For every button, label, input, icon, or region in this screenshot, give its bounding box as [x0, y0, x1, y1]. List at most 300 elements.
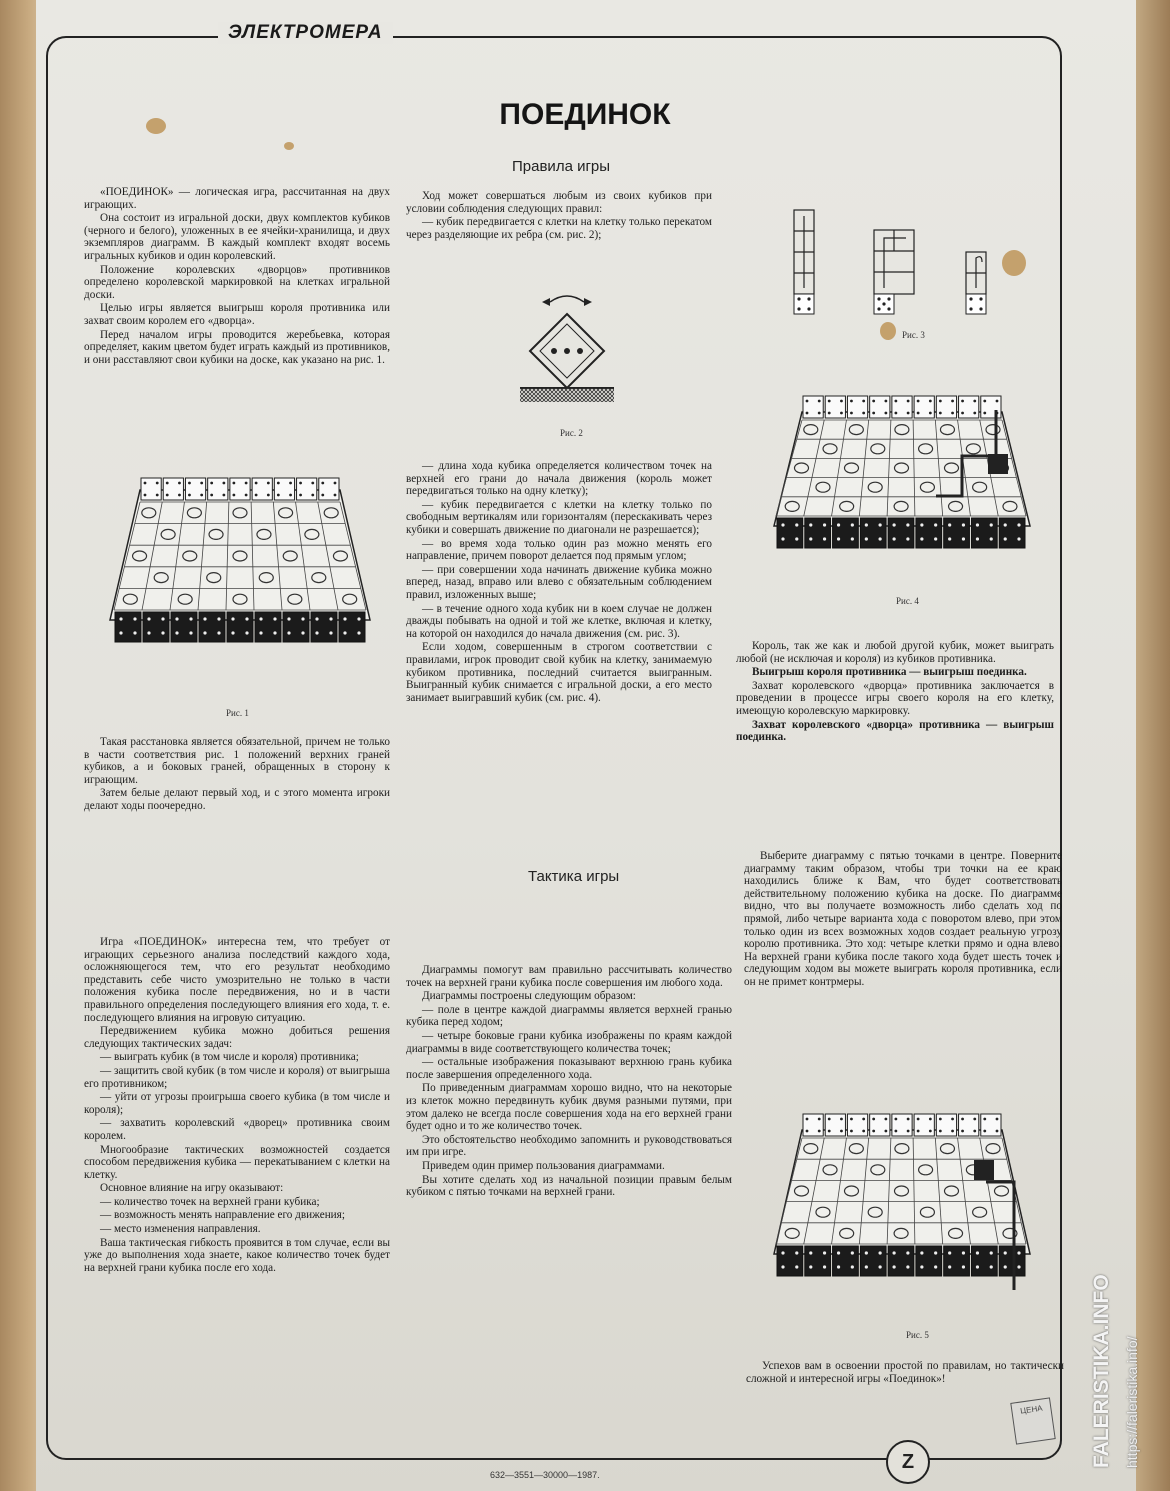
paragraph: Положение королевских «дворцов» противников определено королевской маркировкой на клетках игральной доски.: [84, 263, 390, 301]
die-pip: [267, 482, 270, 485]
die-pip: [893, 1265, 896, 1268]
black-die: [805, 518, 831, 548]
die-pip: [884, 400, 887, 403]
white-die: [185, 478, 205, 500]
black-die: [777, 518, 803, 548]
paragraph: Если ходом, совершенным в строгом соответствии с правилами, игрок проводит свой кубик на клетку, занимаемую кубиком противника, последний считается выигранным. Выигранный кубик снимается с игральной доски, а его место занимает выигравший кубик (см. рис. 4).: [406, 641, 712, 704]
die-pip: [879, 1265, 882, 1268]
die-pip: [879, 523, 882, 526]
die-pip: [357, 631, 360, 634]
die-pip: [996, 1118, 999, 1121]
die-pip: [851, 537, 854, 540]
die-pip: [920, 1251, 923, 1254]
paragraph: Игра «ПОЕДИНОК» интересна тем, что требует от играющих серьезного анализа последствий каждого хода, осложняющегося тем, что его результат необходимо представить себе чисто умозрительно не только в части положения кубика после передвижения, но и в части правильного определения последующего влияния его хода, т. е. последующего влияния на игровую ситуацию.: [84, 936, 390, 1024]
die-pip: [894, 1118, 897, 1121]
white-die: [803, 1114, 823, 1136]
die-pip: [920, 523, 923, 526]
paragraph: — защитить свой кубик (в том числе и короля) от выигрыша его противником;: [84, 1064, 390, 1090]
die-pip: [178, 494, 181, 497]
die-pip: [951, 412, 954, 415]
figure-5-caption: Рис. 5: [906, 1330, 929, 1340]
die-pip: [828, 412, 831, 415]
die-pip: [850, 400, 853, 403]
die-pip: [231, 617, 234, 620]
figure-1-board: [100, 470, 380, 670]
die-pip: [872, 1118, 875, 1121]
paragraph: — количество точек на верхней грани кубика;: [100, 1195, 320, 1208]
black-die: [999, 1246, 1025, 1276]
white-die: [297, 478, 317, 500]
paragraph: Она состоит из игральной доски, двух комплектов кубиков (черного и белого), уложенных в ее ячейки-хранилища, и двух экземпляров диаграмм. В каждый комплект входят восемь игральных кубиков и один королевский.: [84, 212, 390, 262]
die-pip: [200, 482, 203, 485]
die-pip: [862, 1130, 865, 1133]
die-pip: [217, 631, 220, 634]
die-pip: [850, 1118, 853, 1121]
die-pip: [1004, 1265, 1007, 1268]
die-pip: [259, 617, 262, 620]
die-pip: [334, 494, 337, 497]
black-die: [888, 1246, 914, 1276]
die-pip: [906, 1265, 909, 1268]
die-pip: [996, 1130, 999, 1133]
paragraph: — четыре боковые грани кубика изображены по краям каждой диаграммы в виде соответствующего количества точек;: [406, 1029, 732, 1055]
die-pip: [178, 482, 181, 485]
figure-3-caption: Рис. 3: [902, 330, 925, 340]
closing-text: [746, 1360, 1064, 1386]
die-pip: [840, 400, 843, 403]
die-pip: [231, 631, 234, 634]
white-die: [981, 1114, 1001, 1136]
die-pip: [818, 412, 821, 415]
paragraph: Выберите диаграмму с пятью точками в центре. Поверните диаграмму таким образом, чтобы три точки на ее краю находились ближе к Вам, что будет соответствовать действительному положению кубика на доске. По диаграмме видно, что вы получаете возможность либо сделать ход по прямой, либо четыре варианта хода с поворотом влево, при этом только один из всех возможных ходов создает реальную угрозу королю противника. Это ход: четыре клетки прямо и одна влево. На верхней грани кубика после такого хода будет шесть точек и следующим ходом вы можете выиграть короля противника, если он не примет контрмеры.: [744, 850, 1062, 988]
die-pip: [343, 617, 346, 620]
die-pip: [962, 1251, 965, 1254]
die-pip: [203, 617, 206, 620]
die-pip: [259, 631, 262, 634]
die-pip: [301, 631, 304, 634]
die-pip: [973, 400, 976, 403]
black-die: [283, 612, 309, 642]
white-die: [274, 478, 294, 500]
die-pip: [299, 494, 302, 497]
die-pip: [872, 400, 875, 403]
die-pip: [161, 617, 164, 620]
die-pip: [795, 537, 798, 540]
column-2-top: [406, 190, 712, 242]
die-pip: [289, 482, 292, 485]
white-die: [981, 396, 1001, 418]
die-pip: [189, 631, 192, 634]
die-pip: [828, 1130, 831, 1133]
die-pip: [321, 494, 324, 497]
die-pip: [287, 617, 290, 620]
die-pip: [948, 1251, 951, 1254]
die-pip: [806, 400, 809, 403]
paragraph: — остальные изображения показывают верхнюю грань кубика после завершения определенного хода.: [406, 1056, 732, 1081]
die-pip: [210, 482, 213, 485]
black-die: [916, 518, 942, 548]
die-pip: [144, 494, 147, 497]
die-pip: [906, 523, 909, 526]
black-die: [888, 518, 914, 548]
die-pip: [884, 1118, 887, 1121]
white-die: [803, 396, 823, 418]
die-pip: [976, 523, 979, 526]
die-pip: [357, 617, 360, 620]
paragraph: Ход может совершаться любым из своих кубиков при условии соблюдения следующих правил:: [406, 190, 712, 215]
die-pip: [329, 617, 332, 620]
die-pip: [166, 482, 169, 485]
black-die: [916, 1246, 942, 1276]
die-pip: [907, 1130, 910, 1133]
paragraph: Затем белые делают первый ход, и с этого момента игроки делают ходы поочередно.: [84, 787, 390, 812]
black-die: [777, 1246, 803, 1276]
die-pip: [795, 523, 798, 526]
die-pip: [865, 523, 868, 526]
die-pip: [343, 631, 346, 634]
die-pip: [850, 412, 853, 415]
paragraph: — длина хода кубика определяется количеством точек на верхней его грани до начала движения (король может передвигаться только на одну клетку);: [406, 460, 712, 498]
die-pip: [315, 617, 318, 620]
die-pip: [934, 523, 937, 526]
die-pip: [939, 400, 942, 403]
white-die: [959, 1114, 979, 1136]
paragraph: Это обстоятельство необходимо запомнить и руководствоваться им при игре.: [406, 1133, 732, 1159]
die-pip: [851, 523, 854, 526]
die-pip: [948, 1265, 951, 1268]
die-pip: [311, 494, 314, 497]
die-pip: [837, 537, 840, 540]
black-die: [805, 1246, 831, 1276]
column-2-bottom: [406, 964, 732, 1200]
die-pip: [232, 482, 235, 485]
die-pip: [976, 1251, 979, 1254]
paragraph: Выигрыш короля противника — выигрыш поединка.: [752, 666, 1027, 679]
die-pip: [119, 617, 122, 620]
black-die: [860, 1246, 886, 1276]
die-pip: [222, 494, 225, 497]
die-pip: [823, 537, 826, 540]
die-pip: [851, 1265, 854, 1268]
die-pip: [837, 523, 840, 526]
black-die: [944, 1246, 970, 1276]
die-pip: [806, 412, 809, 415]
closing-paragraph: Успехов вам в освоении простой по правилам, но тактически сложной и интересной игры «Поединок»!: [746, 1360, 1064, 1385]
die-pip: [990, 1251, 993, 1254]
die-pip: [147, 631, 150, 634]
die-pip: [188, 482, 191, 485]
die-pip: [273, 617, 276, 620]
die-pip: [828, 1118, 831, 1121]
paragraph: Захват королевского «дворца» противника заключается в проведении в процессе игры своего короля на его клетку, имеющую королевскую маркировку.: [736, 679, 1054, 717]
die-pip: [175, 631, 178, 634]
die-pip: [840, 1130, 843, 1133]
die-pip: [983, 1118, 986, 1121]
die-pip: [1004, 1251, 1007, 1254]
price-stamp: ЦЕНА: [1010, 1397, 1055, 1444]
die-pip: [245, 631, 248, 634]
die-pip: [976, 1265, 979, 1268]
die-pip: [990, 1265, 993, 1268]
rules-heading: Правила игры: [512, 158, 611, 175]
paragraph: Ваша тактическая гибкость проявится в том случае, если вы уже до выполнения хода знаете, какое количество точек будет на верхней грани кубика после его хода.: [84, 1236, 390, 1274]
die-pip: [217, 617, 220, 620]
die-pip: [277, 494, 280, 497]
black-die: [860, 518, 886, 548]
die-pip: [920, 1265, 923, 1268]
die-pip: [893, 523, 896, 526]
paragraph: — уйти от угрозы проигрыша своего кубика (в том числе и короля);: [84, 1091, 390, 1116]
die-pip: [267, 494, 270, 497]
paragraph: — поле в центре каждой диаграммы является верхней гранью кубика перед ходом;: [406, 1003, 732, 1029]
die-pip: [818, 400, 821, 403]
die-pip: [996, 400, 999, 403]
column-1-top: [84, 186, 390, 367]
die-pip: [884, 1130, 887, 1133]
die-pip: [929, 400, 932, 403]
die-pip: [147, 617, 150, 620]
die-pip: [828, 400, 831, 403]
die-pip: [894, 400, 897, 403]
black-die: [171, 612, 197, 642]
paragraph: — при совершении хода начинать движение кубика можно вперед, назад, вправо или влево с обязательным соблюдением правил, изложенных выше;: [406, 563, 712, 601]
white-die: [825, 1114, 845, 1136]
die-pip: [879, 1251, 882, 1254]
die-pip: [806, 1118, 809, 1121]
die-pip: [962, 537, 965, 540]
white-die: [870, 1114, 890, 1136]
black-die: [999, 518, 1025, 548]
die-pip: [934, 1265, 937, 1268]
die-pip: [781, 1265, 784, 1268]
die-pip: [245, 617, 248, 620]
die-pip: [990, 523, 993, 526]
black-die: [971, 1246, 997, 1276]
die-pip: [806, 1130, 809, 1133]
black-die: [833, 518, 859, 548]
watermark-url: https://faleristika.info/: [1124, 1336, 1140, 1468]
paragraph: Король, так же как и любой другой кубик, может выиграть любой (не исключая и короля) из кубиков противника.: [736, 640, 1054, 665]
black-die: [944, 518, 970, 548]
die-pip: [200, 494, 203, 497]
paragraph: Захват королевского «дворца» противника — выигрыш поединка.: [736, 718, 1054, 744]
die-pip: [232, 494, 235, 497]
die-pip: [203, 631, 206, 634]
die-pip: [948, 537, 951, 540]
die-pip: [823, 523, 826, 526]
die-pip: [917, 412, 920, 415]
die-pip: [823, 1265, 826, 1268]
white-die: [847, 396, 867, 418]
die-pip: [862, 412, 865, 415]
die-pip: [939, 1118, 942, 1121]
white-die: [936, 396, 956, 418]
die-pip: [809, 1251, 812, 1254]
die-pip: [917, 400, 920, 403]
die-pip: [862, 400, 865, 403]
die-pip: [161, 631, 164, 634]
die-pip: [961, 1118, 964, 1121]
die-pip: [166, 494, 169, 497]
column-3-bottom: [744, 850, 1062, 990]
die-pip: [818, 1118, 821, 1121]
die-pip: [962, 1265, 965, 1268]
die-pip: [781, 523, 784, 526]
die-pip: [983, 1130, 986, 1133]
white-die: [230, 478, 250, 500]
figure-4-board: [766, 376, 1036, 576]
die-pip: [894, 412, 897, 415]
die-pip: [973, 412, 976, 415]
die-pip: [1004, 523, 1007, 526]
white-die: [252, 478, 272, 500]
die-pip: [906, 537, 909, 540]
die-pip: [884, 412, 887, 415]
black-die: [833, 1246, 859, 1276]
die-pip: [133, 631, 136, 634]
paragraph: — место изменения направления.: [100, 1223, 261, 1236]
die-pip: [893, 537, 896, 540]
white-die: [847, 1114, 867, 1136]
die-pip: [837, 1251, 840, 1254]
column-1-middle: [84, 736, 390, 814]
die-pip: [329, 631, 332, 634]
paragraph: «ПОЕДИНОК» — логическая игра, рассчитанная на двух играющих.: [84, 186, 390, 211]
die-pip: [893, 1251, 896, 1254]
black-die: [143, 612, 169, 642]
die-pip: [907, 1118, 910, 1121]
die-pip: [255, 482, 258, 485]
die-pip: [929, 412, 932, 415]
die-pip: [144, 482, 147, 485]
column-2-middle: [406, 460, 712, 705]
die-pip: [929, 1118, 932, 1121]
paragraph: Вы хотите сделать ход из начальной позиции правым белым кубиком с пятью точками на верхней грани.: [406, 1173, 732, 1199]
white-die: [914, 1114, 934, 1136]
die-pip: [277, 482, 280, 485]
black-die: [311, 612, 337, 642]
black-die: [227, 612, 253, 642]
paragraph: — в течение одного хода кубик ни в коем случае не должен дважды побывать на одной и той же клетке, включая и клетку, на которой он находился до начала движения (см. рис. 3).: [406, 602, 712, 640]
site-watermark: [1090, 1168, 1140, 1468]
die-pip: [795, 1251, 798, 1254]
die-pip: [920, 537, 923, 540]
die-pip: [862, 1118, 865, 1121]
black-die: [339, 612, 365, 642]
die-pip: [255, 494, 258, 497]
die-pip: [840, 1118, 843, 1121]
die-pip: [156, 494, 159, 497]
paragraph: Многообразие тактических возможностей создается способом передвижения кубика — перекатыванием с клетки на клетку.: [84, 1143, 390, 1181]
die-pip: [334, 482, 337, 485]
die-pip: [289, 494, 292, 497]
die-pip: [301, 617, 304, 620]
die-pip: [287, 631, 290, 634]
watermark-site-name: FALERISTIKA.INFO: [1090, 1274, 1113, 1468]
white-die: [141, 478, 161, 500]
white-die: [892, 1114, 912, 1136]
die-pip: [976, 537, 979, 540]
wooden-frame-right: [1130, 0, 1170, 1491]
die-pip: [907, 400, 910, 403]
print-code: 632—3551—30000—1987.: [490, 1470, 600, 1480]
die-pip: [894, 1130, 897, 1133]
die-pip: [188, 494, 191, 497]
die-pip: [156, 482, 159, 485]
page-title: ПОЕДИНОК: [499, 98, 671, 131]
black-die: [115, 612, 141, 642]
die-pip: [1017, 1265, 1020, 1268]
die-pip: [939, 412, 942, 415]
column-1-bottom: [84, 936, 390, 1275]
paragraph: — возможность менять направление его движения;: [100, 1209, 345, 1222]
paragraph: Приведем один пример пользования диаграммами.: [422, 1159, 665, 1172]
paragraph: Диаграммы помогут вам правильно рассчитывать количество точек на верхней грани кубика после совершения им любого хода.: [406, 964, 732, 989]
die-pip: [983, 400, 986, 403]
figure-5-board: [766, 1094, 1036, 1308]
die-pip: [961, 412, 964, 415]
die-pip: [1017, 1251, 1020, 1254]
white-die: [208, 478, 228, 500]
die-pip: [929, 1130, 932, 1133]
paragraph: — захватить королевский «дворец» противника своим королем.: [84, 1117, 390, 1142]
die-pip: [210, 494, 213, 497]
white-die: [936, 1114, 956, 1136]
black-die: [199, 612, 225, 642]
die-pip: [818, 1130, 821, 1133]
die-pip: [795, 1265, 798, 1268]
die-pip: [133, 617, 136, 620]
paragraph: Перед началом игры проводится жеребьевка, которая определяет, каким цветом будет играть каждый из противников, и они расставляют свои кубики на доске, как указано на рис. 1.: [84, 328, 390, 366]
die-pip: [1004, 537, 1007, 540]
die-pip: [1017, 523, 1020, 526]
die-pip: [917, 1130, 920, 1133]
die-pip: [311, 482, 314, 485]
die-pip: [865, 1265, 868, 1268]
die-pip: [948, 523, 951, 526]
figure-2-caption: Рис. 2: [560, 428, 583, 438]
die-pip: [934, 537, 937, 540]
die-pip: [907, 412, 910, 415]
die-pip: [850, 1130, 853, 1133]
black-die: [971, 518, 997, 548]
die-pip: [934, 1251, 937, 1254]
tactics-heading: Тактика игры: [528, 868, 620, 885]
die-pip: [809, 523, 812, 526]
paragraph: Целью игры является выигрыш короля противника или захват своим королем его «дворца».: [84, 302, 390, 327]
white-die: [914, 396, 934, 418]
column-3-middle: [736, 640, 1054, 745]
die-pip: [872, 1130, 875, 1133]
die-pip: [872, 412, 875, 415]
paragraph: Диаграммы построены следующим образом:: [422, 990, 636, 1003]
die-pip: [273, 631, 276, 634]
die-pip: [939, 1130, 942, 1133]
white-die: [892, 396, 912, 418]
paragraph: — во время хода только один раз можно менять его направление, причем поворот делается под прямым углом;: [406, 537, 712, 563]
figure-4-caption: Рис. 4: [896, 596, 919, 606]
die-pip: [990, 537, 993, 540]
brand-logo: ЭЛЕКТРОМЕРА: [218, 22, 393, 44]
die-pip: [951, 400, 954, 403]
figure-2-die-roll: [512, 284, 622, 412]
die-pip: [906, 1251, 909, 1254]
figure-1-caption: Рис. 1: [226, 708, 249, 718]
black-die: [255, 612, 281, 642]
die-pip: [951, 1118, 954, 1121]
white-die: [163, 478, 183, 500]
die-pip: [299, 482, 302, 485]
